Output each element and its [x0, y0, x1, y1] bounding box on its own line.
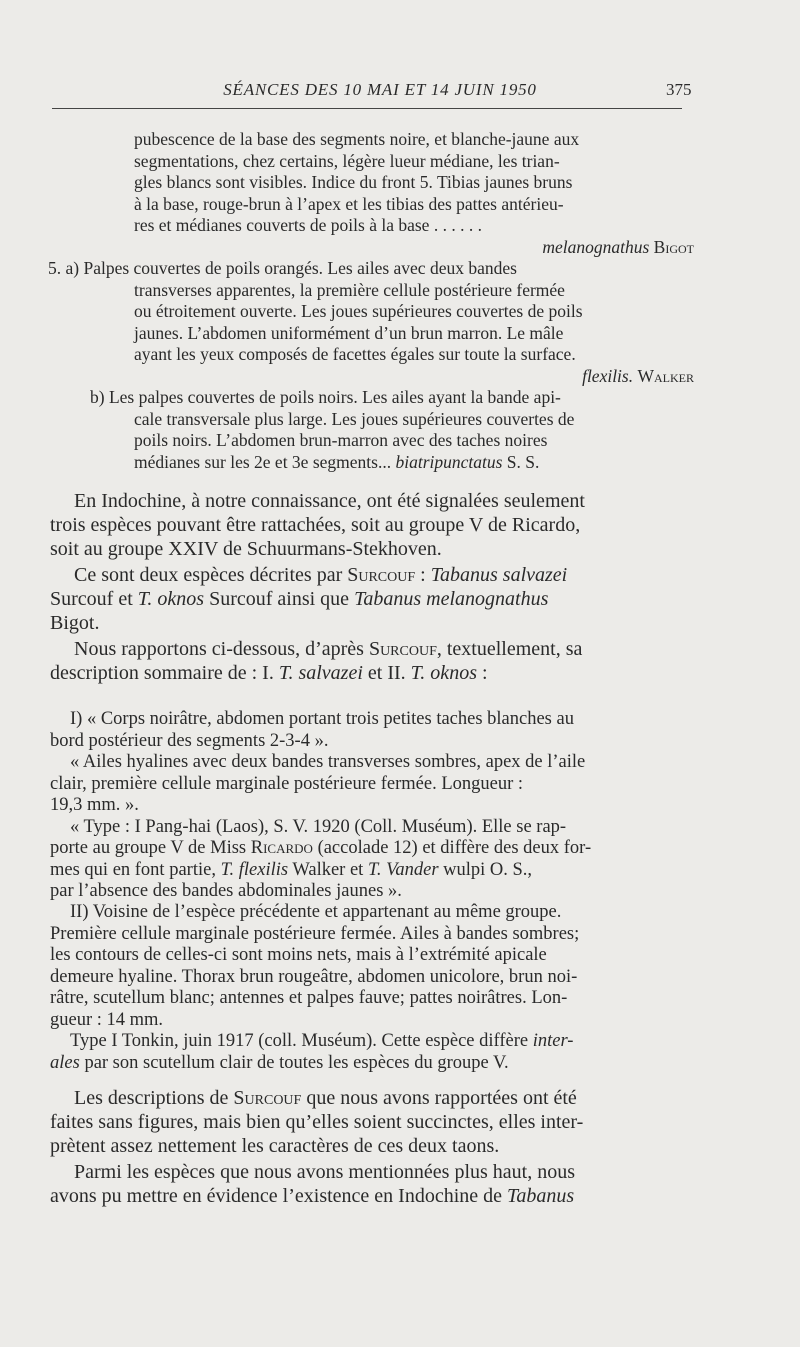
- quote-line: « Type : I Pang-hai (Laos), S. V. 1920 (Coll. Muséum). Elle se rap-: [70, 816, 567, 837]
- paragraph-line: Bigot.: [50, 612, 100, 634]
- key-line: jaunes. L’abdomen uniformément d’un brun marron. Le mâle: [134, 322, 564, 343]
- quote-line: II) Voisine de l’espèce précédente et appartenant au même groupe.: [70, 902, 562, 922]
- key-line: pubescence de la base des segments noire, et blanche-jaune aux: [134, 129, 580, 149]
- author-name: Surcouf: [233, 1087, 302, 1109]
- text-fragment: :: [420, 564, 426, 586]
- text-fragment: Surcouf ainsi que: [209, 588, 350, 610]
- key-line: gles blancs sont visibles. Indice du front 5. Tibias jaunes bruns: [134, 172, 573, 192]
- author-name: Ricardo: [250, 838, 313, 858]
- text-fragment: (accolade 12) et diffère des deux for-: [317, 838, 592, 858]
- key-line: cale transversale plus large. Les joues supérieures couvertes de: [134, 408, 575, 429]
- text-fragment: wulpi O. S.,: [443, 859, 533, 880]
- quote-line: Première cellule marginale postérieure fermée. Ailes à bandes sombres;: [50, 923, 580, 944]
- paragraph-indochina: [50, 489, 694, 561]
- quote-line: [50, 1031, 694, 1053]
- text-fragment: Surcouf et: [50, 588, 133, 610]
- quote-line: [50, 860, 694, 882]
- key-line: 5. a) Palpes couvertes de poils orangés. Les ailes avec deux bandes: [48, 258, 517, 278]
- species-attribution: [134, 237, 694, 259]
- paragraph-species: [50, 563, 694, 635]
- quote-oknos: [50, 902, 694, 1074]
- key-item-5a: [48, 258, 694, 387]
- paragraph-description-intro: [50, 637, 694, 685]
- paragraph-mentioned-species: [50, 1160, 694, 1208]
- species-name: biatripunctatus: [395, 451, 503, 472]
- key-line: res et médianes couverts de poils à la base . . . . . .: [134, 215, 482, 235]
- author-name: S. S.: [506, 451, 540, 472]
- paragraph-line: trois espèces pouvant être rattachées, soit au groupe V de Ricardo,: [50, 514, 581, 536]
- species-attribution: [48, 366, 694, 388]
- text-fragment: avons pu mettre en évidence l’existence en Indochine de: [50, 1185, 503, 1207]
- text-fragment: porte au groupe V de Miss: [50, 838, 247, 858]
- text-fragment: Nous rapportons ci-dessous, d’après: [74, 638, 364, 660]
- text-fragment: Les descriptions de: [74, 1087, 229, 1109]
- species-name: Tabanus salvazei: [430, 564, 568, 586]
- species-name: melanognathus: [542, 236, 650, 257]
- quote-line: les contours de celles-ci sont moins nets, mais à l’extrémité apicale: [50, 945, 547, 965]
- text-fragment: :: [481, 662, 488, 684]
- text-fragment: et II.: [367, 662, 406, 684]
- paragraph-line: [50, 587, 694, 611]
- key-line: ayant les yeux composés de facettes égales sur toute la surface.: [134, 344, 576, 364]
- quote-line: gueur : 14 mm.: [50, 1009, 164, 1030]
- key-line: à la base, rouge-brun à l’apex et les tibias des pattes antérieu-: [134, 193, 564, 214]
- paragraph-line: [50, 563, 694, 587]
- quote-line: bord postérieur des segments 2-3-4 ».: [50, 730, 329, 751]
- species-name: T. salvazei: [278, 662, 363, 684]
- key-line: segmentations, chez certains, légère lueur médiane, les trian-: [134, 150, 560, 171]
- species-name: T. oknos: [137, 588, 205, 610]
- text-fragment: par son scutellum clair de toutes les espèces du groupe V.: [84, 1052, 509, 1073]
- text-fragment: que nous avons rapportées ont été: [306, 1087, 577, 1109]
- paragraph-line: Parmi les espèces que nous avons mentionnées plus haut, nous: [74, 1161, 576, 1183]
- key-line: transverses apparentes, la première cellule postérieure fermée: [134, 279, 565, 300]
- key-line: poils noirs. L’abdomen brun-marron avec des taches noires: [134, 430, 548, 450]
- text-fragment: Ce sont deux espèces décrites par: [74, 564, 343, 586]
- quote-line: râtre, scutellum blanc; antennes et palpes fauve; pattes noirâtres. Lon-: [50, 988, 568, 1008]
- species-name: flexilis.: [582, 365, 634, 386]
- paragraph-line: En Indochine, à notre connaissance, ont été signalées seulement: [74, 490, 585, 512]
- quote-line: [50, 1053, 694, 1075]
- quote-line: « Ailes hyalines avec deux bandes transverses sombres, apex de l’aile: [70, 752, 586, 772]
- text-fragment: textuellement, sa: [446, 638, 583, 660]
- author-name: Bigot: [653, 236, 694, 257]
- key-line-prefix: médianes sur les 2e et 3e segments...: [134, 451, 392, 472]
- key-item-4: [134, 129, 694, 258]
- page-number: 375: [666, 80, 692, 99]
- paragraph-line: faites sans figures, mais bien qu’elles soient succinctes, elles inter-: [50, 1111, 584, 1133]
- key-line: b) Les palpes couvertes de poils noirs. Les ailes ayant la bande api-: [90, 387, 561, 407]
- quote-salvazei: [50, 709, 694, 903]
- author-name: Walker: [637, 365, 694, 386]
- species-name: Tabanus melanognathus: [354, 588, 549, 610]
- paragraph-line: [50, 661, 694, 685]
- quote-line: [50, 838, 694, 860]
- key-line: ou étroitement ouverte. Les joues supérieures couvertes de poils: [134, 301, 583, 321]
- text-fragment: mes qui en font partie,: [50, 859, 216, 880]
- paragraph-line: soit au groupe XXIV de Schuurmans-Stekhoven.: [50, 538, 442, 560]
- key-item-5b: [90, 387, 694, 473]
- quote-line: I) « Corps noirâtre, abdomen portant trois petites taches blanches au: [70, 709, 574, 729]
- quote-line: par l’absence des bandes abdominales jaunes ».: [50, 881, 402, 901]
- paragraph-line: prètent assez nettement les caractères de ces deux taons.: [50, 1135, 500, 1157]
- paragraph-line: [50, 1086, 694, 1110]
- species-name: T. Vander: [367, 859, 439, 880]
- quote-line: clair, première cellule marginale postérieure fermée. Longueur :: [50, 773, 524, 794]
- author-name: Surcouf: [347, 564, 416, 586]
- paragraph-line: [50, 1184, 694, 1208]
- species-name: T. oknos: [410, 662, 477, 684]
- quote-line: demeure hyaline. Thorax brun rougeâtre, abdomen unicolore, brun noi-: [50, 966, 578, 987]
- species-name: Tabanus: [507, 1185, 575, 1207]
- species-name: T. flexilis: [220, 859, 289, 880]
- italic-fragment: ales: [50, 1052, 80, 1073]
- paragraph-descriptions: [50, 1086, 694, 1158]
- running-header-title: SÉANCES DES 10 MAI ET 14 JUIN 1950: [223, 80, 537, 99]
- author-name: Surcouf,: [368, 638, 442, 660]
- key-line-with-species: [90, 452, 694, 474]
- quote-line: 19,3 mm. ».: [50, 795, 139, 815]
- text-fragment: description sommaire de : I.: [50, 662, 274, 684]
- paragraph-line: [50, 637, 694, 661]
- header-rule: [52, 108, 682, 109]
- text-fragment: Walker et: [292, 859, 364, 880]
- text-fragment: Type I Tonkin, juin 1917 (coll. Muséum). Cette espèce diffère: [70, 1031, 529, 1051]
- italic-fragment: inter-: [532, 1031, 574, 1051]
